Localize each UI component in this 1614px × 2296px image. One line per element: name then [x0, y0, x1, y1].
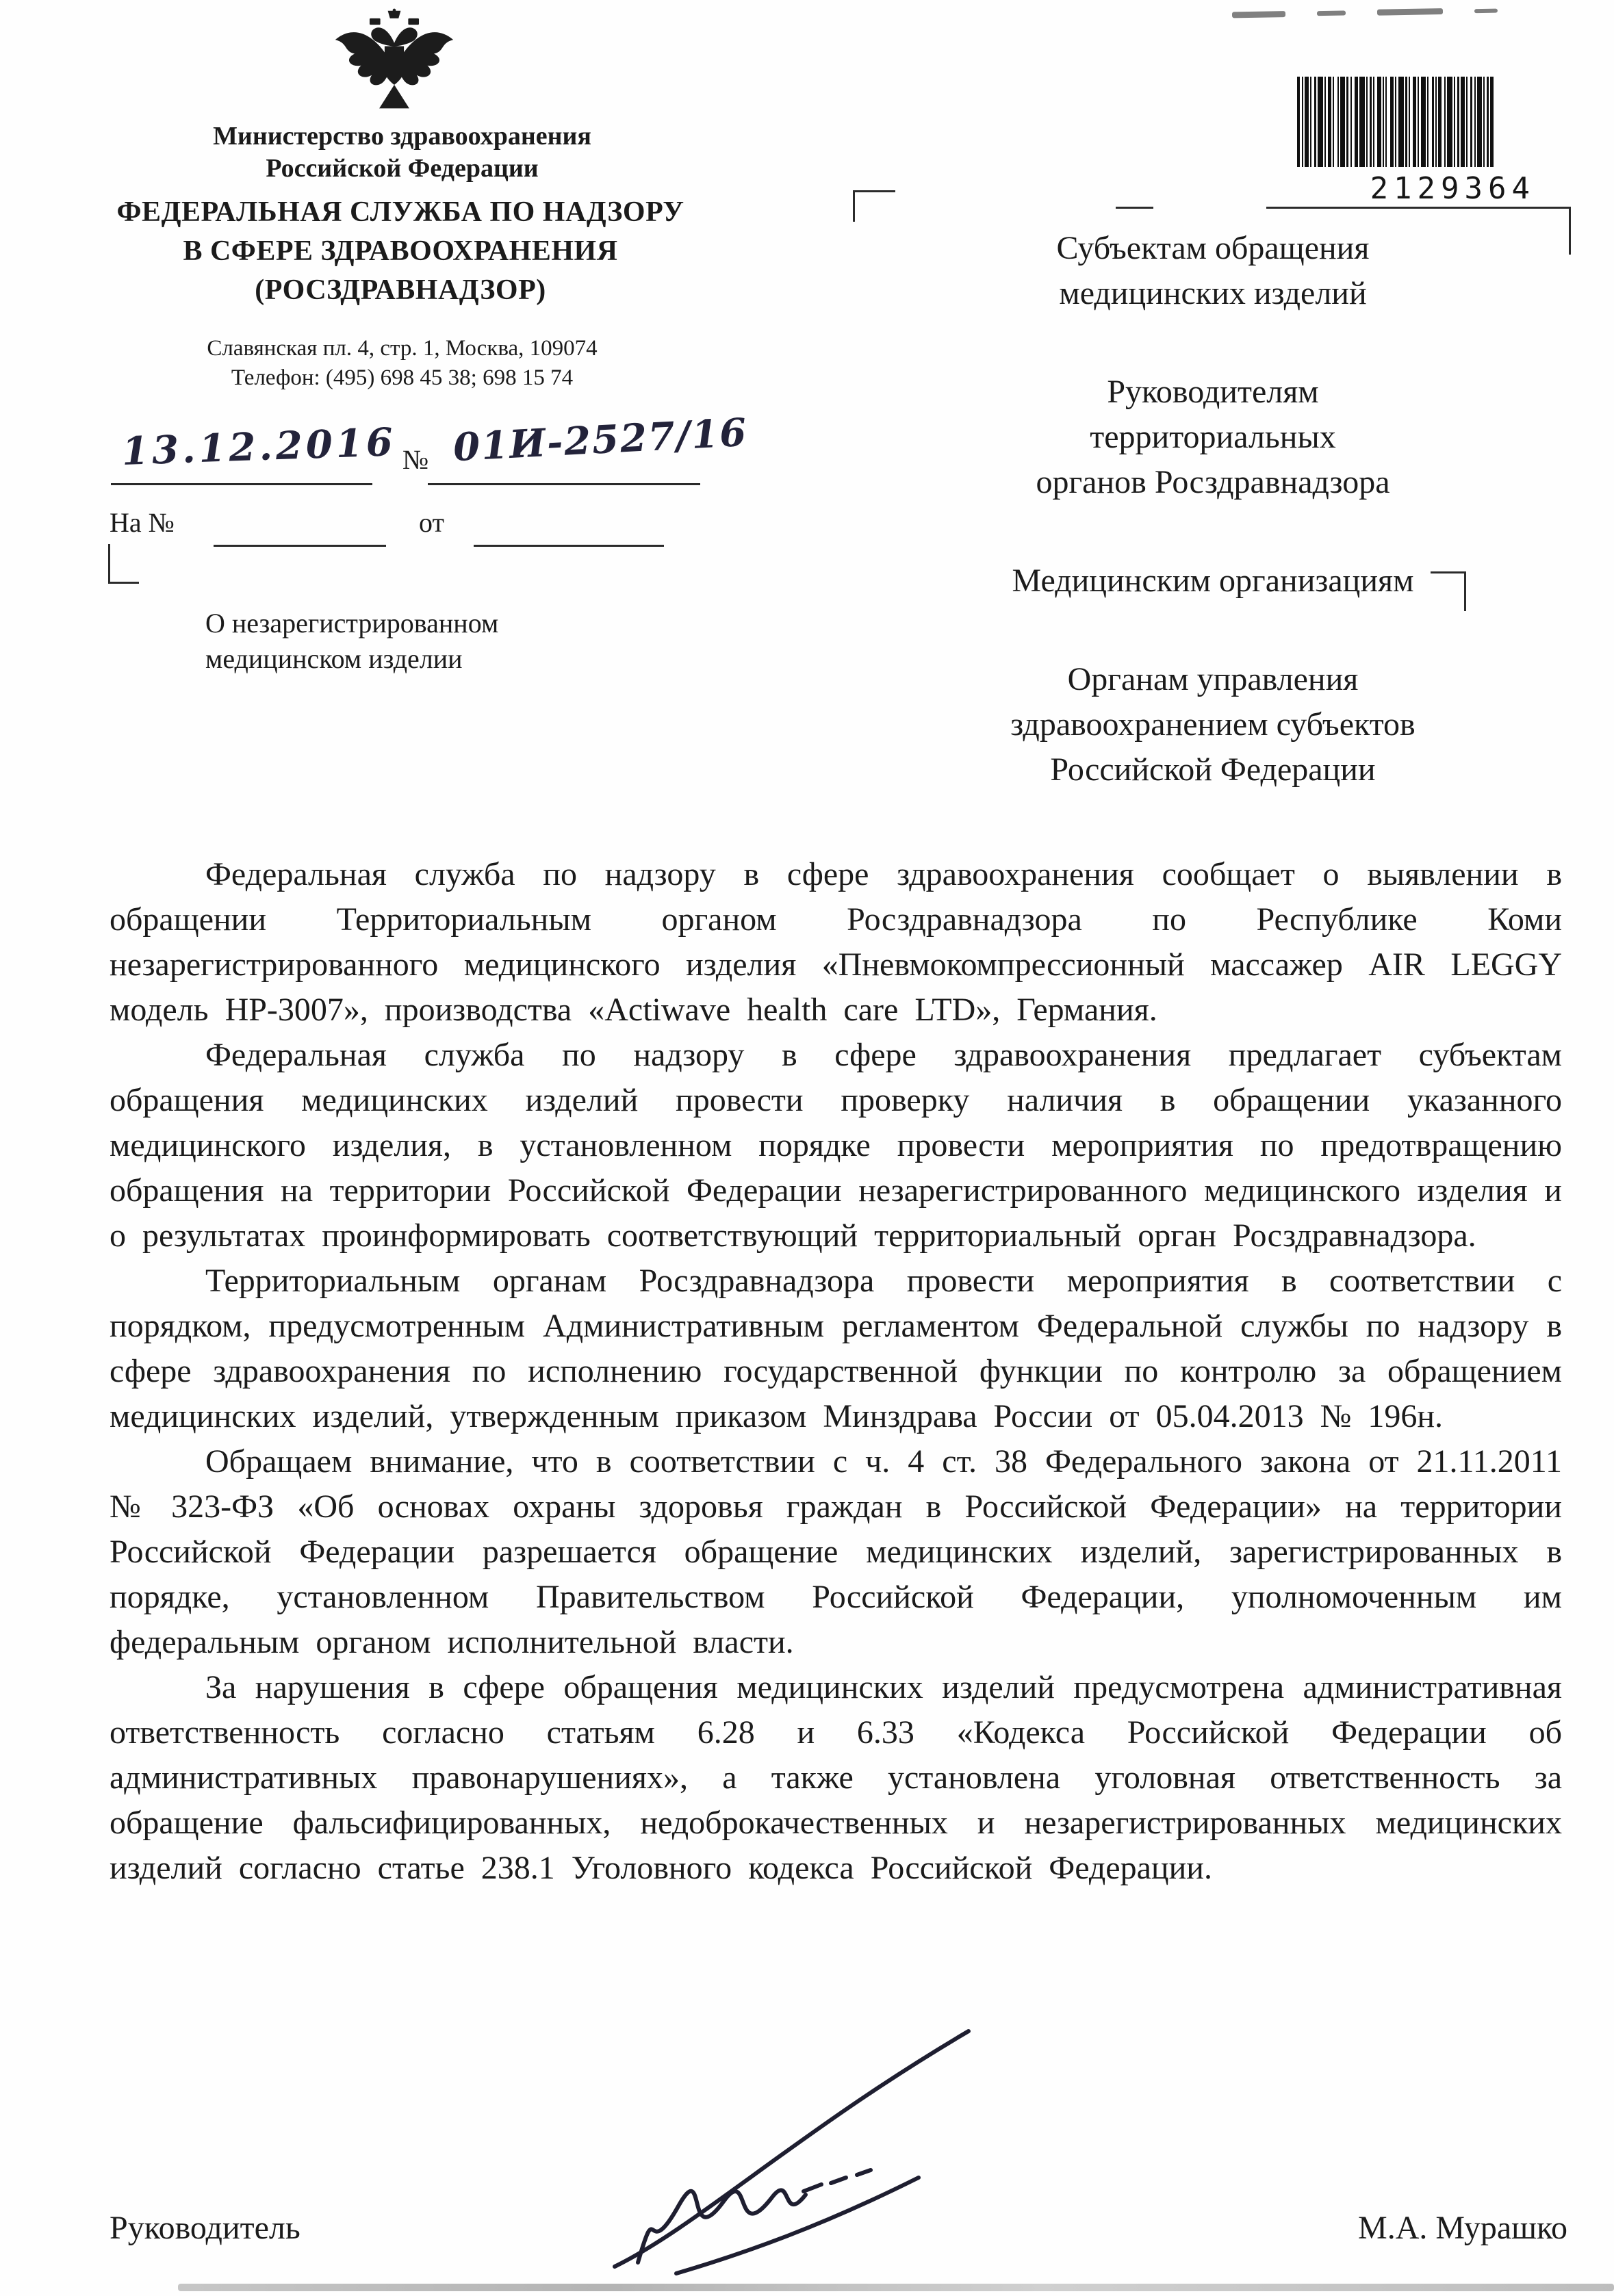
address-line: Славянская пл. 4, стр. 1, Москва, 109074 [207, 336, 598, 361]
recipient-line: медицинских изделий [1059, 275, 1367, 311]
sender-address [106, 334, 698, 393]
date-underline [111, 483, 372, 485]
recipient-line: здравоохранением субъектов [1010, 706, 1416, 743]
scan-smudge-bottom [178, 2284, 1614, 2291]
ministry-line: Министерство здравоохранения [213, 122, 591, 151]
body-paragraph: За нарушения в сфере обращения медицинских изделий предусмотрена административная ответственность согласно статьям 6.28 и 6.33 «Кодекса Российской Федерации об административных правонарушениях», а также установлена уголовная ответственность за обращение фальсифицированных, недоброкачественных и незарегистрированных медицинских изделий согласно статье 238.1 Уголовного кодекса Российской Федерации. [110, 1669, 1562, 1886]
corner-mark-subject-bottom-left [108, 544, 139, 584]
body-paragraph: Федеральная служба по надзору в сфере здравоохранения предлагает субъектам обращения медицинских изделий провести проверку наличия в обращении указанного медицинского изделия, в установленном порядке провести мероприятия по предотвращению обращения на территории Российской Федерации незарегистрированного медицинского изделия и о результатах проинформировать соответствующий территориальный орган Росздравнадзора. [110, 1037, 1562, 1254]
corner-mark-recipient-dash [1116, 207, 1153, 209]
letter-subject [205, 606, 498, 677]
body-paragraph: Обращаем внимание, что в соответствии с ч. 4 ст. 38 Федерального закона от 21.11.2011 № 323-ФЗ «Об основах охраны здоровья граждан в Российской Федерации» на территории Российской Федерации разрешается обращение медицинских изделий, зарегистрированных в порядке, установленном Правительством Российской Федерации, уполномоченным им федеральным органом исполнительной власти. [110, 1443, 1562, 1660]
signer-title: Руководитель [110, 2210, 300, 2246]
reply-date-underline [474, 545, 664, 547]
reply-to-label: На № [110, 507, 175, 538]
body-paragraph: Федеральная служба по надзору в сфере здравоохранения сообщает о выявлении в обращении Территориальным органом Росздравнадзора по Республике Коми незарегистрированного медицинского изделия «Пневмокомпрессионный массажер AIR LEGGY модель HP-3007», производства «Actiwave health care LTD», Германия. [110, 856, 1562, 1028]
ministry-line: Российской Федерации [266, 154, 539, 183]
recipients-block [864, 226, 1562, 792]
recipient-line: Медицинским организациям [1012, 563, 1414, 599]
recipient-line: Российской Федерации [1050, 751, 1376, 788]
recipient-line: Субъектам обращения [1056, 230, 1370, 266]
service-line: (РОСЗДРАВНАДЗОР) [255, 274, 546, 306]
recipient-group [864, 226, 1562, 316]
recipient-group [864, 558, 1562, 604]
coat-of-arms-icon [330, 8, 459, 119]
reply-from-label: от [419, 507, 444, 538]
barcode [1297, 77, 1543, 206]
recipient-group [864, 370, 1562, 505]
reply-number-underline [214, 545, 386, 547]
letter-body [110, 852, 1562, 1891]
service-line: ФЕДЕРАЛЬНАЯ СЛУЖБА ПО НАДЗОРУ [116, 196, 684, 228]
barcode-number: 2129364 [1370, 171, 1535, 206]
recipient-line: территориальных [1090, 419, 1336, 455]
signer-name: М.А. Мурашко [1358, 2210, 1567, 2246]
phone-line: Телефон: (495) 698 45 38; 698 15 74 [231, 365, 574, 390]
ministry-name [106, 120, 698, 185]
barcode-bars [1297, 77, 1543, 167]
recipient-group [864, 657, 1562, 792]
subject-line: О незарегистрированном [205, 608, 499, 639]
handwritten-outgoing-number: 01И-2527/16 [452, 409, 749, 471]
service-line: В СФЕРЕ ЗДРАВООХРАНЕНИЯ [183, 235, 618, 267]
scan-smudge-top-right [1232, 8, 1498, 18]
handwritten-date: 13.12.2016 [120, 420, 397, 474]
service-name [96, 193, 705, 310]
subject-line: медицинском изделии [205, 643, 463, 674]
number-sign: № [402, 444, 429, 475]
recipient-line: органов Росздравнадзора [1036, 464, 1390, 500]
recipient-line: Органам управления [1067, 661, 1359, 697]
recipient-line: Руководителям [1107, 374, 1319, 410]
corner-mark-recipient-top-left [853, 190, 895, 222]
number-underline [428, 483, 700, 485]
handwritten-signature [595, 2019, 999, 2286]
body-paragraph: Территориальным органам Росздравнадзора провести мероприятия в соответствии с порядком, предусмотренным Административным регламентом Федеральной службы по надзору в сфере здравоохранения по исполнению государственной функции по контролю за обращением медицинских изделий, утвержденным приказом Минздрава России от 05.04.2013 № 196н. [110, 1263, 1562, 1434]
